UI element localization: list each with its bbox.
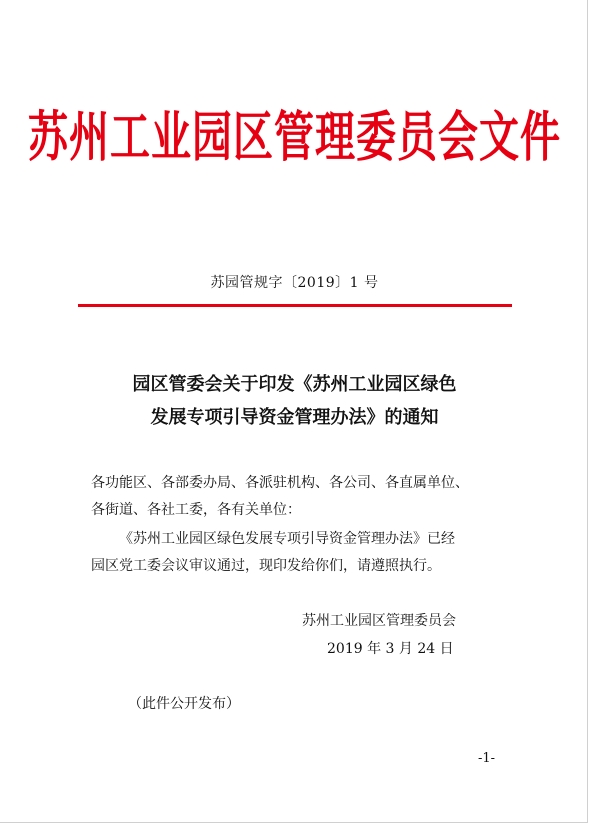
document-header	[0, 106, 589, 170]
body-line-1: 《苏州工业园区绿色发展专项引导资金管理办法》已经	[119, 531, 455, 547]
issue-date: 2019 年 3 月 24 日	[327, 641, 454, 657]
document-number: 苏园管规字〔2019〕1 号	[210, 275, 379, 291]
notice-title-line-1: 园区管委会关于印发《苏州工业园区绿色	[132, 374, 457, 395]
body-line-2: 园区党工委会议审议通过，现印发给你们，请遵照执行。	[91, 558, 441, 574]
publish-note: （此件公开发布）	[128, 696, 240, 712]
issuer-signature: 苏州工业园区管理委员会	[302, 613, 456, 629]
document-header-text: 苏州工业园区管理委员会文件	[28, 106, 561, 170]
notice-title	[0, 368, 589, 434]
body-paragraph	[91, 526, 455, 580]
recipients	[91, 470, 469, 524]
recipients-line-2: 各街道、各社工委，各有关单位：	[91, 502, 301, 518]
page-number: -1-	[478, 751, 496, 766]
notice-title-line-2: 发展专项引导资金管理办法》的通知	[150, 407, 439, 428]
red-separator-line	[78, 304, 512, 307]
recipients-line-1: 各功能区、各部委办局、各派驻机构、各公司、各直属单位、	[91, 475, 469, 491]
